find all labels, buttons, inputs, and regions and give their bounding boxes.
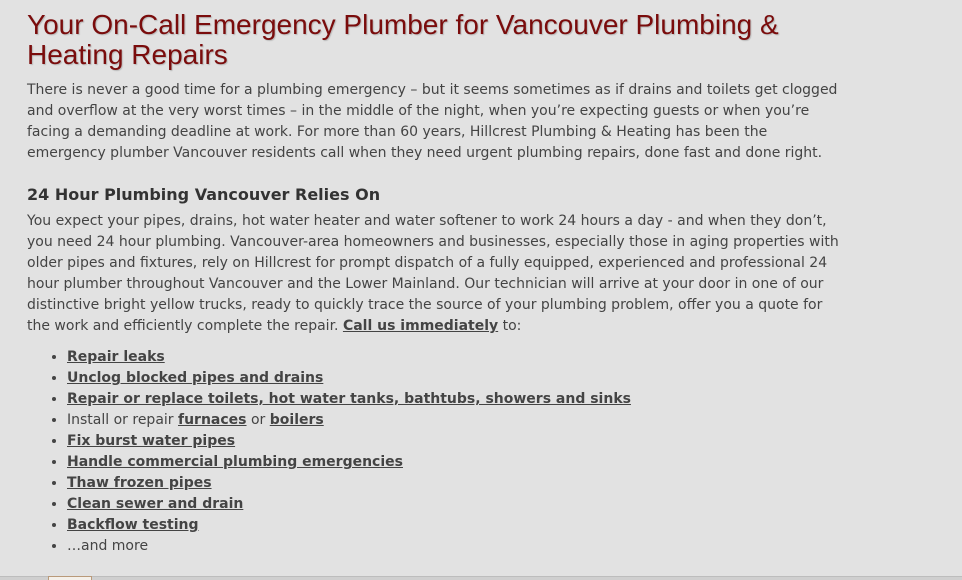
list-item xyxy=(67,494,847,515)
furnaces-link[interactable]: furnaces xyxy=(178,412,247,428)
unclog-drains-link[interactable]: Unclog blocked pipes and drains xyxy=(67,370,324,386)
or-text: or xyxy=(246,412,270,428)
install-text: Install or repair xyxy=(67,412,178,428)
list-item xyxy=(67,368,847,389)
intro-paragraph: There is never a good time for a plumbing emergency – but it seems sometimes as if drains and toilets get clogged and overflow at the very worst times – in the middle of the night, when you’re expecting guests or when you’re facing a demanding deadline at work. For more than 60 years, Hillcrest Plumbing & Heating has been the emergency plumber Vancouver residents call when they need urgent plumbing repairs, done fast and done right. xyxy=(27,82,838,161)
list-item xyxy=(67,347,847,368)
list-item xyxy=(67,515,847,536)
sewer-drain-link[interactable]: Clean sewer and drain xyxy=(67,496,244,512)
list-item xyxy=(67,410,847,431)
commercial-emergencies-link[interactable]: Handle commercial plumbing emergencies xyxy=(67,454,403,470)
burst-pipes-link[interactable]: Fix burst water pipes xyxy=(67,433,236,449)
call-us-link[interactable]: Call us immediately xyxy=(342,318,499,334)
body-paragraph xyxy=(27,211,847,337)
main-content xyxy=(27,10,847,557)
replace-fixtures-link[interactable]: Repair or replace toilets, hot water tanks, bathtubs, showers and sinks xyxy=(67,391,631,407)
boilers-link[interactable]: boilers xyxy=(269,412,324,428)
section-heading: 24 Hour Plumbing Vancouver Relies On xyxy=(27,185,381,204)
list-item xyxy=(67,389,847,410)
repair-leaks-link[interactable]: Repair leaks xyxy=(67,349,165,365)
body-text: You expect your pipes, drains, hot water heater and water softener to work 24 hours a day - and when they don’t, you need 24 hour plumbing. Vancouver-area homeowners and businesses, especially those in aging properties with older pipes and fixtures, rely on Hillcrest for prompt dispatch of a fully equipped, experienced and professional 24 hour plumber throughout Vancouver and the Lower Mainland. Our technician will arrive at your door in one of our distinctive bright yellow trucks, ready to quickly trace the source of your plumbing problem, offer you a quote for the work and efficiently complete the repair. xyxy=(27,213,839,334)
backflow-testing-link[interactable]: Backflow testing xyxy=(67,517,199,533)
call-suffix: to: xyxy=(498,318,522,334)
list-item xyxy=(67,473,847,494)
and-more-text: …and more xyxy=(67,538,149,554)
services-list xyxy=(27,347,847,557)
list-item xyxy=(67,452,847,473)
page-title: Your On-Call Emergency Plumber for Vancouver Plumbing & Heating Repairs xyxy=(27,9,779,70)
bottom-divider xyxy=(0,576,962,580)
list-item xyxy=(67,536,847,557)
frozen-pipes-link[interactable]: Thaw frozen pipes xyxy=(67,475,212,491)
bottom-tab xyxy=(48,576,92,580)
list-item xyxy=(67,431,847,452)
